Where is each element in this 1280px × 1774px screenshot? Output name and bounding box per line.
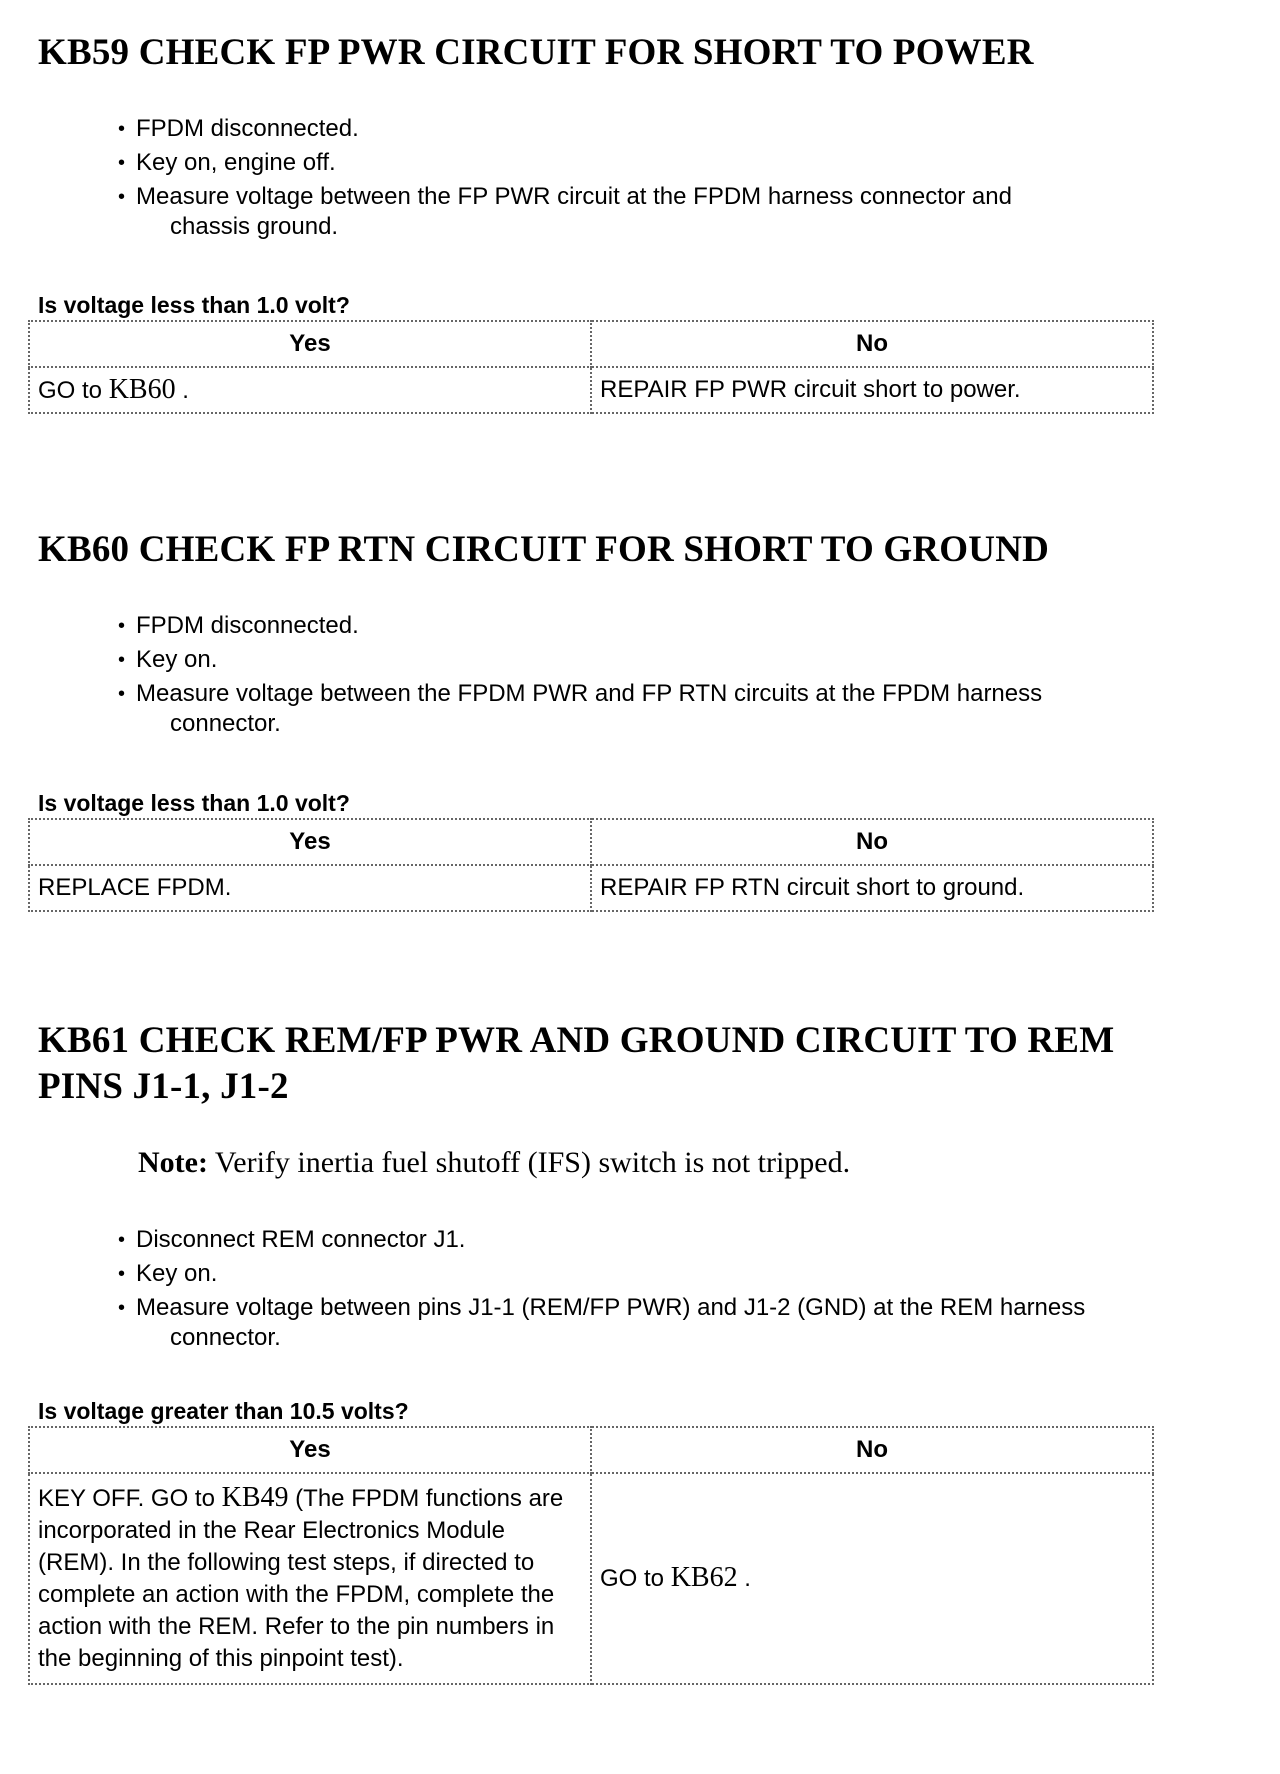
question-heading: Is voltage greater than 10.5 volts? [38, 1398, 409, 1424]
kb60-link[interactable]: KB60 [108, 373, 176, 405]
step-list [118, 112, 1228, 242]
bullet-icon: • [118, 118, 126, 140]
step-item: • Key on, engine off. [118, 146, 1228, 180]
bullet-icon: • [118, 683, 126, 705]
step-item: • FPDM disconnected. [118, 112, 1228, 146]
no-cell: GO to KB62 . [591, 1473, 1153, 1684]
bullet-icon: • [118, 1297, 126, 1319]
section-title: KB60 CHECK FP RTN CIRCUIT FOR SHORT TO GROUND [38, 529, 1050, 570]
bullet-icon: • [118, 649, 126, 671]
bullet-icon: • [118, 615, 126, 637]
no-header: No [591, 819, 1153, 865]
section-title: KB61 CHECK REM/FP PWR AND GROUND CIRCUIT TO REM PINS J1-1, J1-2 [38, 1020, 1115, 1107]
yes-header: Yes [29, 1427, 591, 1473]
yes-cell: REPLACE FPDM. [29, 865, 591, 911]
yes-header: Yes [29, 819, 591, 865]
bullet-icon: • [118, 152, 126, 174]
question-heading: Is voltage less than 1.0 volt? [38, 790, 350, 816]
section-kb59 [38, 30, 1238, 405]
note-text: Verify inertia fuel shutoff (IFS) switch is not tripped. [207, 1146, 851, 1179]
kb62-link[interactable]: KB62 [670, 1562, 738, 1593]
yes-no-table [28, 1426, 1154, 1685]
yes-cell: GO to KB60 . [29, 367, 591, 413]
step-list [118, 609, 1228, 739]
no-header: No [591, 1427, 1153, 1473]
step-item: • Measure voltage between the FPDM PWR and FP RTN circuits at the FPDM harness connector. [118, 677, 1228, 739]
kb49-link[interactable]: KB49 [221, 1482, 289, 1513]
section-title: KB59 CHECK FP PWR CIRCUIT FOR SHORT TO POWER [38, 32, 1034, 73]
step-item: • FPDM disconnected. [118, 609, 1228, 643]
section-kb61 [38, 1018, 1238, 1672]
no-cell: REPAIR FP PWR circuit short to power. [591, 367, 1153, 413]
step-item: • Key on. [118, 1257, 1228, 1291]
section-kb60 [38, 527, 1238, 901]
step-item: • Measure voltage between pins J1-1 (REM/FP PWR) and J1-2 (GND) at the REM harness connector. [118, 1291, 1228, 1353]
yes-no-table [28, 320, 1154, 414]
question-heading: Is voltage less than 1.0 volt? [38, 292, 350, 318]
bullet-icon: • [118, 1229, 126, 1251]
yes-header: Yes [29, 321, 591, 367]
note-label: Note: [138, 1146, 208, 1179]
bullet-icon: • [118, 1263, 126, 1285]
step-item: • Key on. [118, 643, 1228, 677]
yes-no-table [28, 818, 1154, 912]
step-list [118, 1223, 1228, 1353]
note [138, 1146, 850, 1180]
step-item: • Disconnect REM connector J1. [118, 1223, 1228, 1257]
no-header: No [591, 321, 1153, 367]
yes-cell: KEY OFF. GO to KB49 (The FPDM functions are incorporated in the Rear Electronics Module (REM). In the following test steps, if directed to complete an action with the FPDM, complete the action with the REM. Refer to the pin numbers in the beginning of this pinpoint test). [29, 1473, 591, 1684]
bullet-icon: • [118, 186, 126, 208]
no-cell: REPAIR FP RTN circuit short to ground. [591, 865, 1153, 911]
step-item: • Measure voltage between the FP PWR circuit at the FPDM harness connector and chassis ground. [118, 180, 1228, 242]
